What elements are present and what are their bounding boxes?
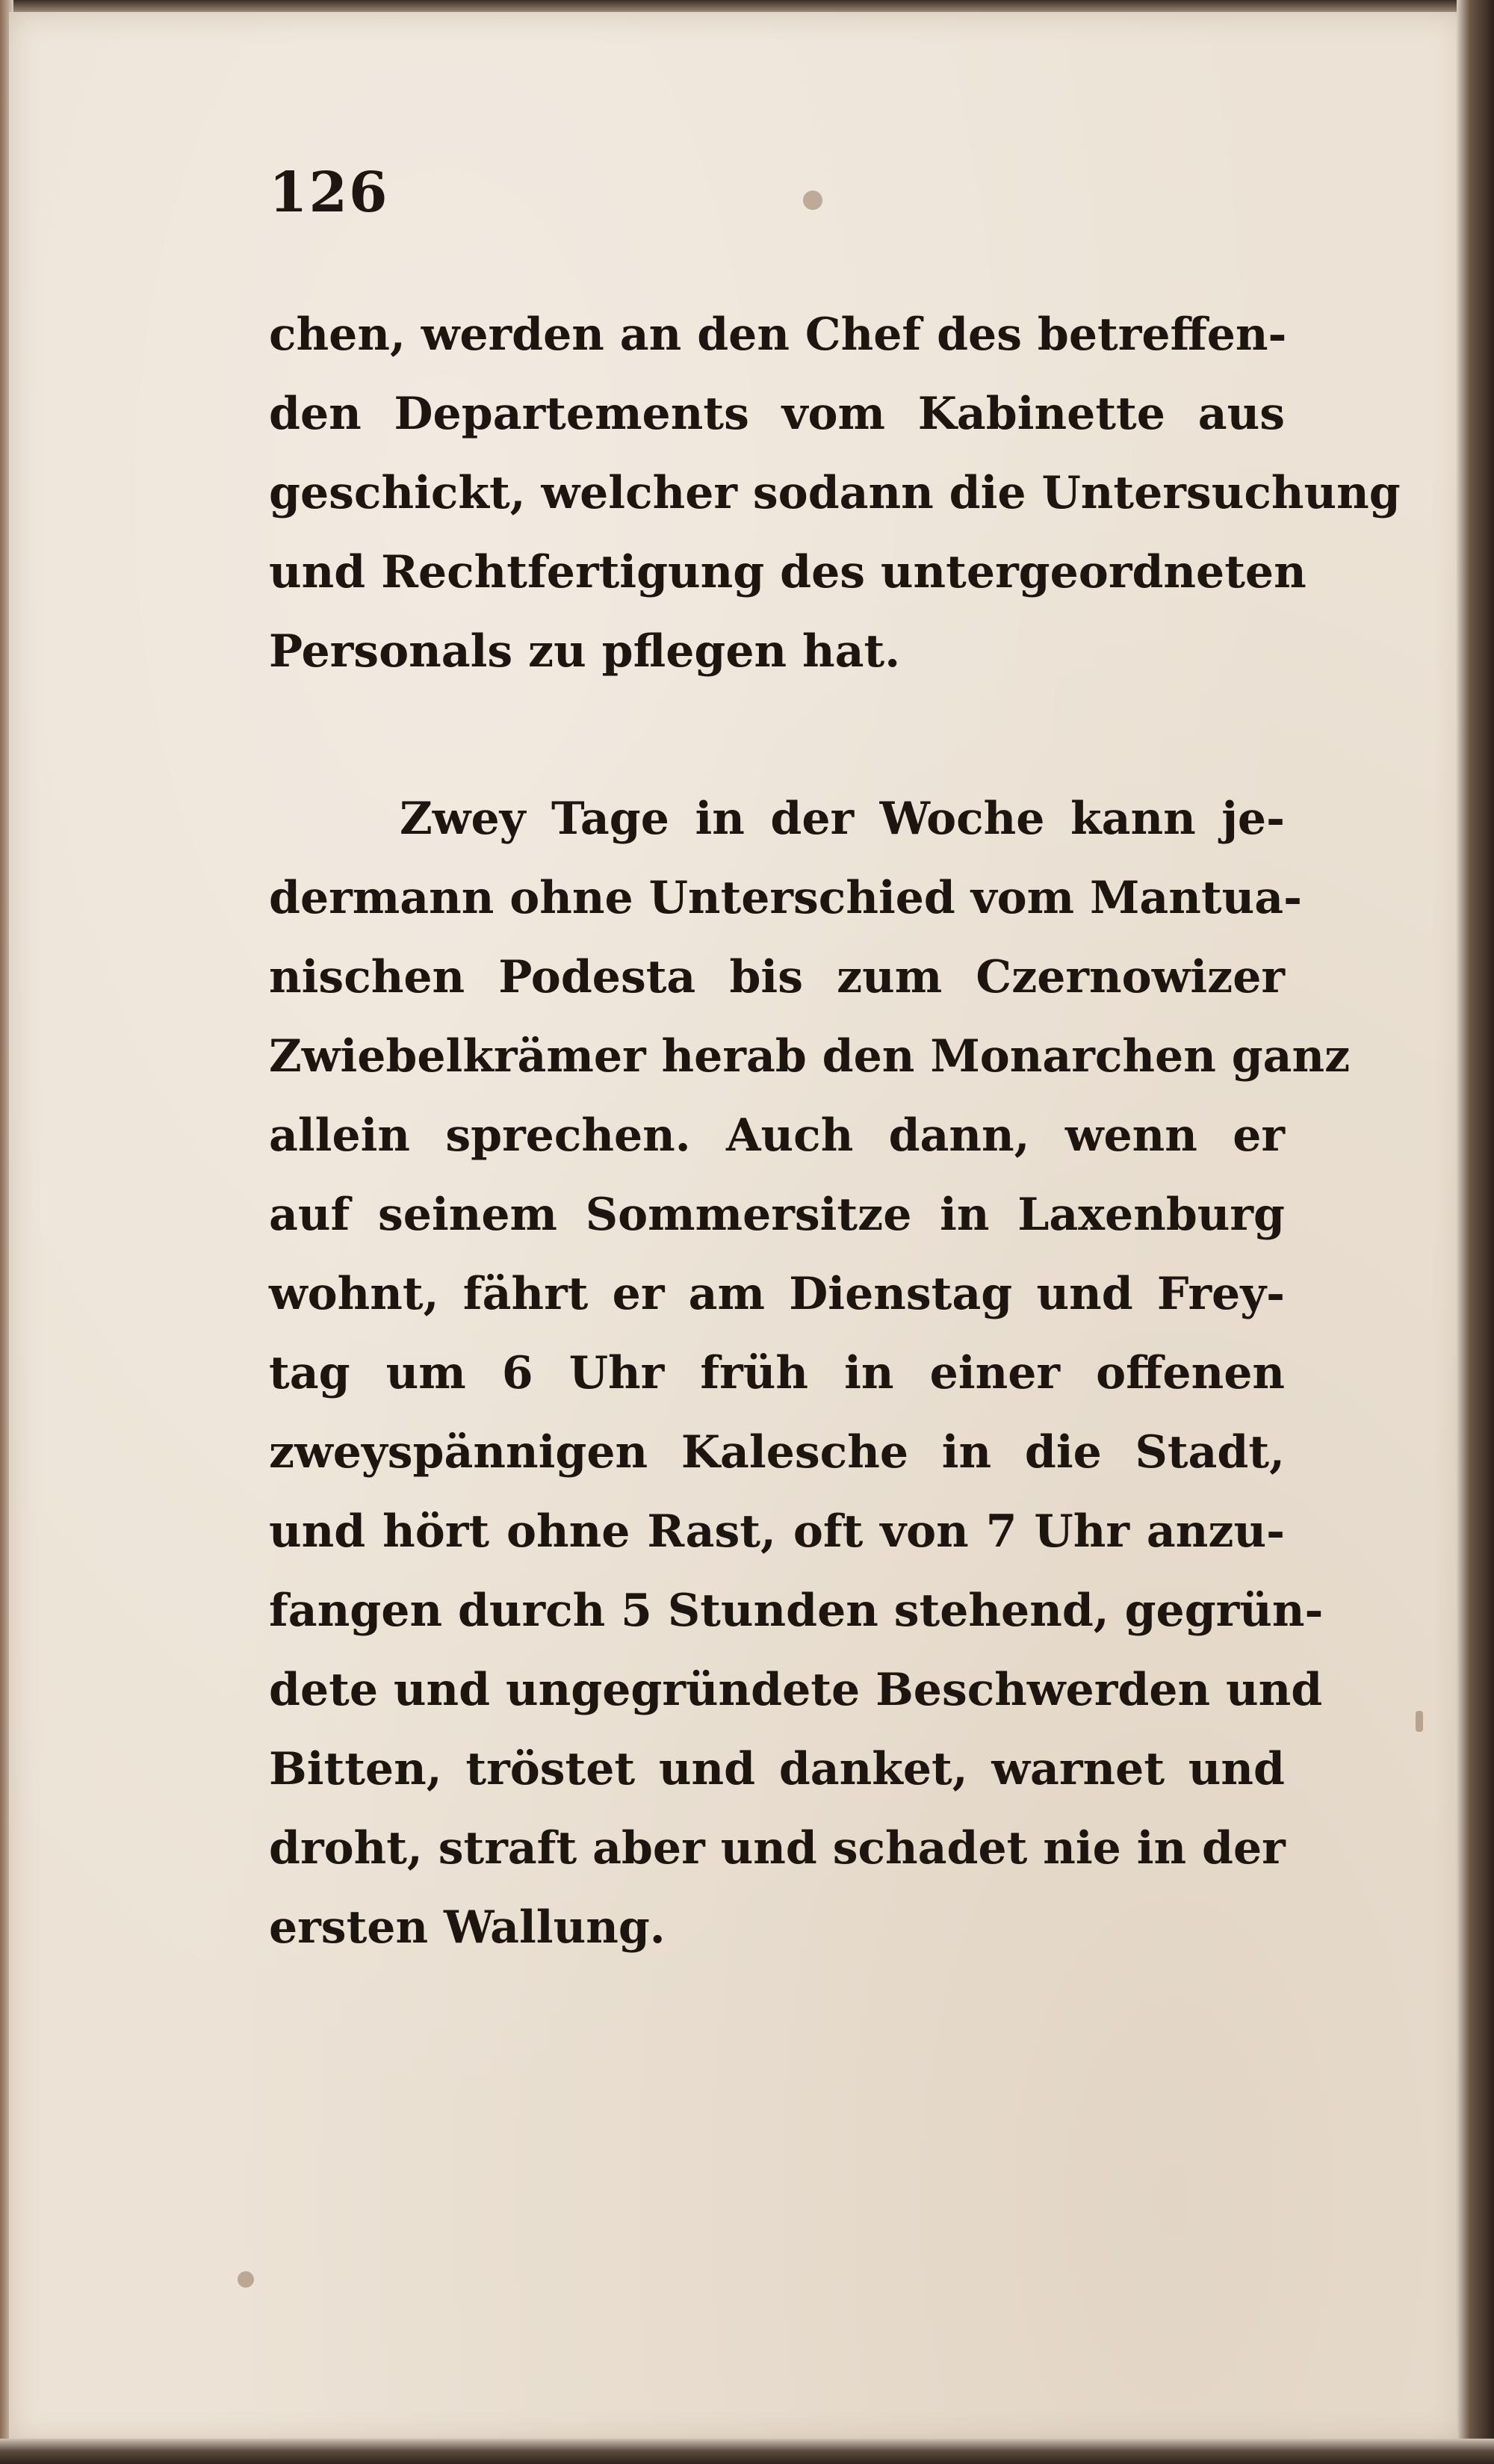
text-line: nischen Podesta bis zum Czernowizer (269, 951, 1285, 1003)
text-line: tag um 6 Uhr früh in einer offenen (269, 1347, 1285, 1399)
page-number: 126 (269, 161, 389, 225)
page-edge-right (1457, 0, 1494, 2464)
text-line: allein sprechen. Auch dann, wenn er (269, 1109, 1285, 1162)
paper-spot (1416, 1711, 1423, 1732)
text-line: ersten Wallung. (269, 1901, 666, 1954)
body-text (269, 295, 1401, 1967)
page-edge-bottom (0, 2439, 1494, 2464)
text-line: droht, straft aber und schadet nie in der (269, 1822, 1286, 1875)
text-line: Zwey Tage in der Woche kann je- (400, 793, 1285, 845)
paper-spot (238, 2271, 254, 2288)
text-line: Bitten, tröstet und danket, warnet und (269, 1743, 1285, 1795)
text-line: Personals zu pflegen hat. (269, 625, 901, 678)
text-line: zweyspännigen Kalesche in die Stadt, (269, 1426, 1285, 1479)
paragraph (269, 295, 1401, 691)
paragraph (269, 779, 1351, 1967)
text-line: dermann ohne Unterschied vom Mantua- (269, 872, 1303, 924)
paragraph-gap (269, 691, 1285, 779)
text-line: wohnt, fährt er am Dienstag und Frey- (269, 1268, 1285, 1320)
text-line: Zwiebelkrämer herab den Monarchen ganz (269, 1030, 1351, 1083)
text-line: fangen durch 5 Stunden stehend, gegrün- (269, 1585, 1324, 1637)
text-line: und Rechtfertigung des untergeordneten (269, 546, 1307, 598)
text-line: auf seinem Sommersitze in Laxenburg (269, 1189, 1285, 1241)
text-line: chen, werden an den Chef des betreffen- (269, 309, 1287, 361)
text-line: geschickt, welcher sodann die Untersuchung (269, 467, 1401, 519)
paper-spot (803, 191, 822, 210)
top-edge (0, 0, 1494, 12)
text-line: den Departements vom Kabinette aus (269, 388, 1285, 440)
text-line: dete und ungegründete Beschwerden und (269, 1664, 1323, 1716)
text-line: und hört ohne Rast, oft von 7 Uhr anzu- (269, 1505, 1285, 1558)
